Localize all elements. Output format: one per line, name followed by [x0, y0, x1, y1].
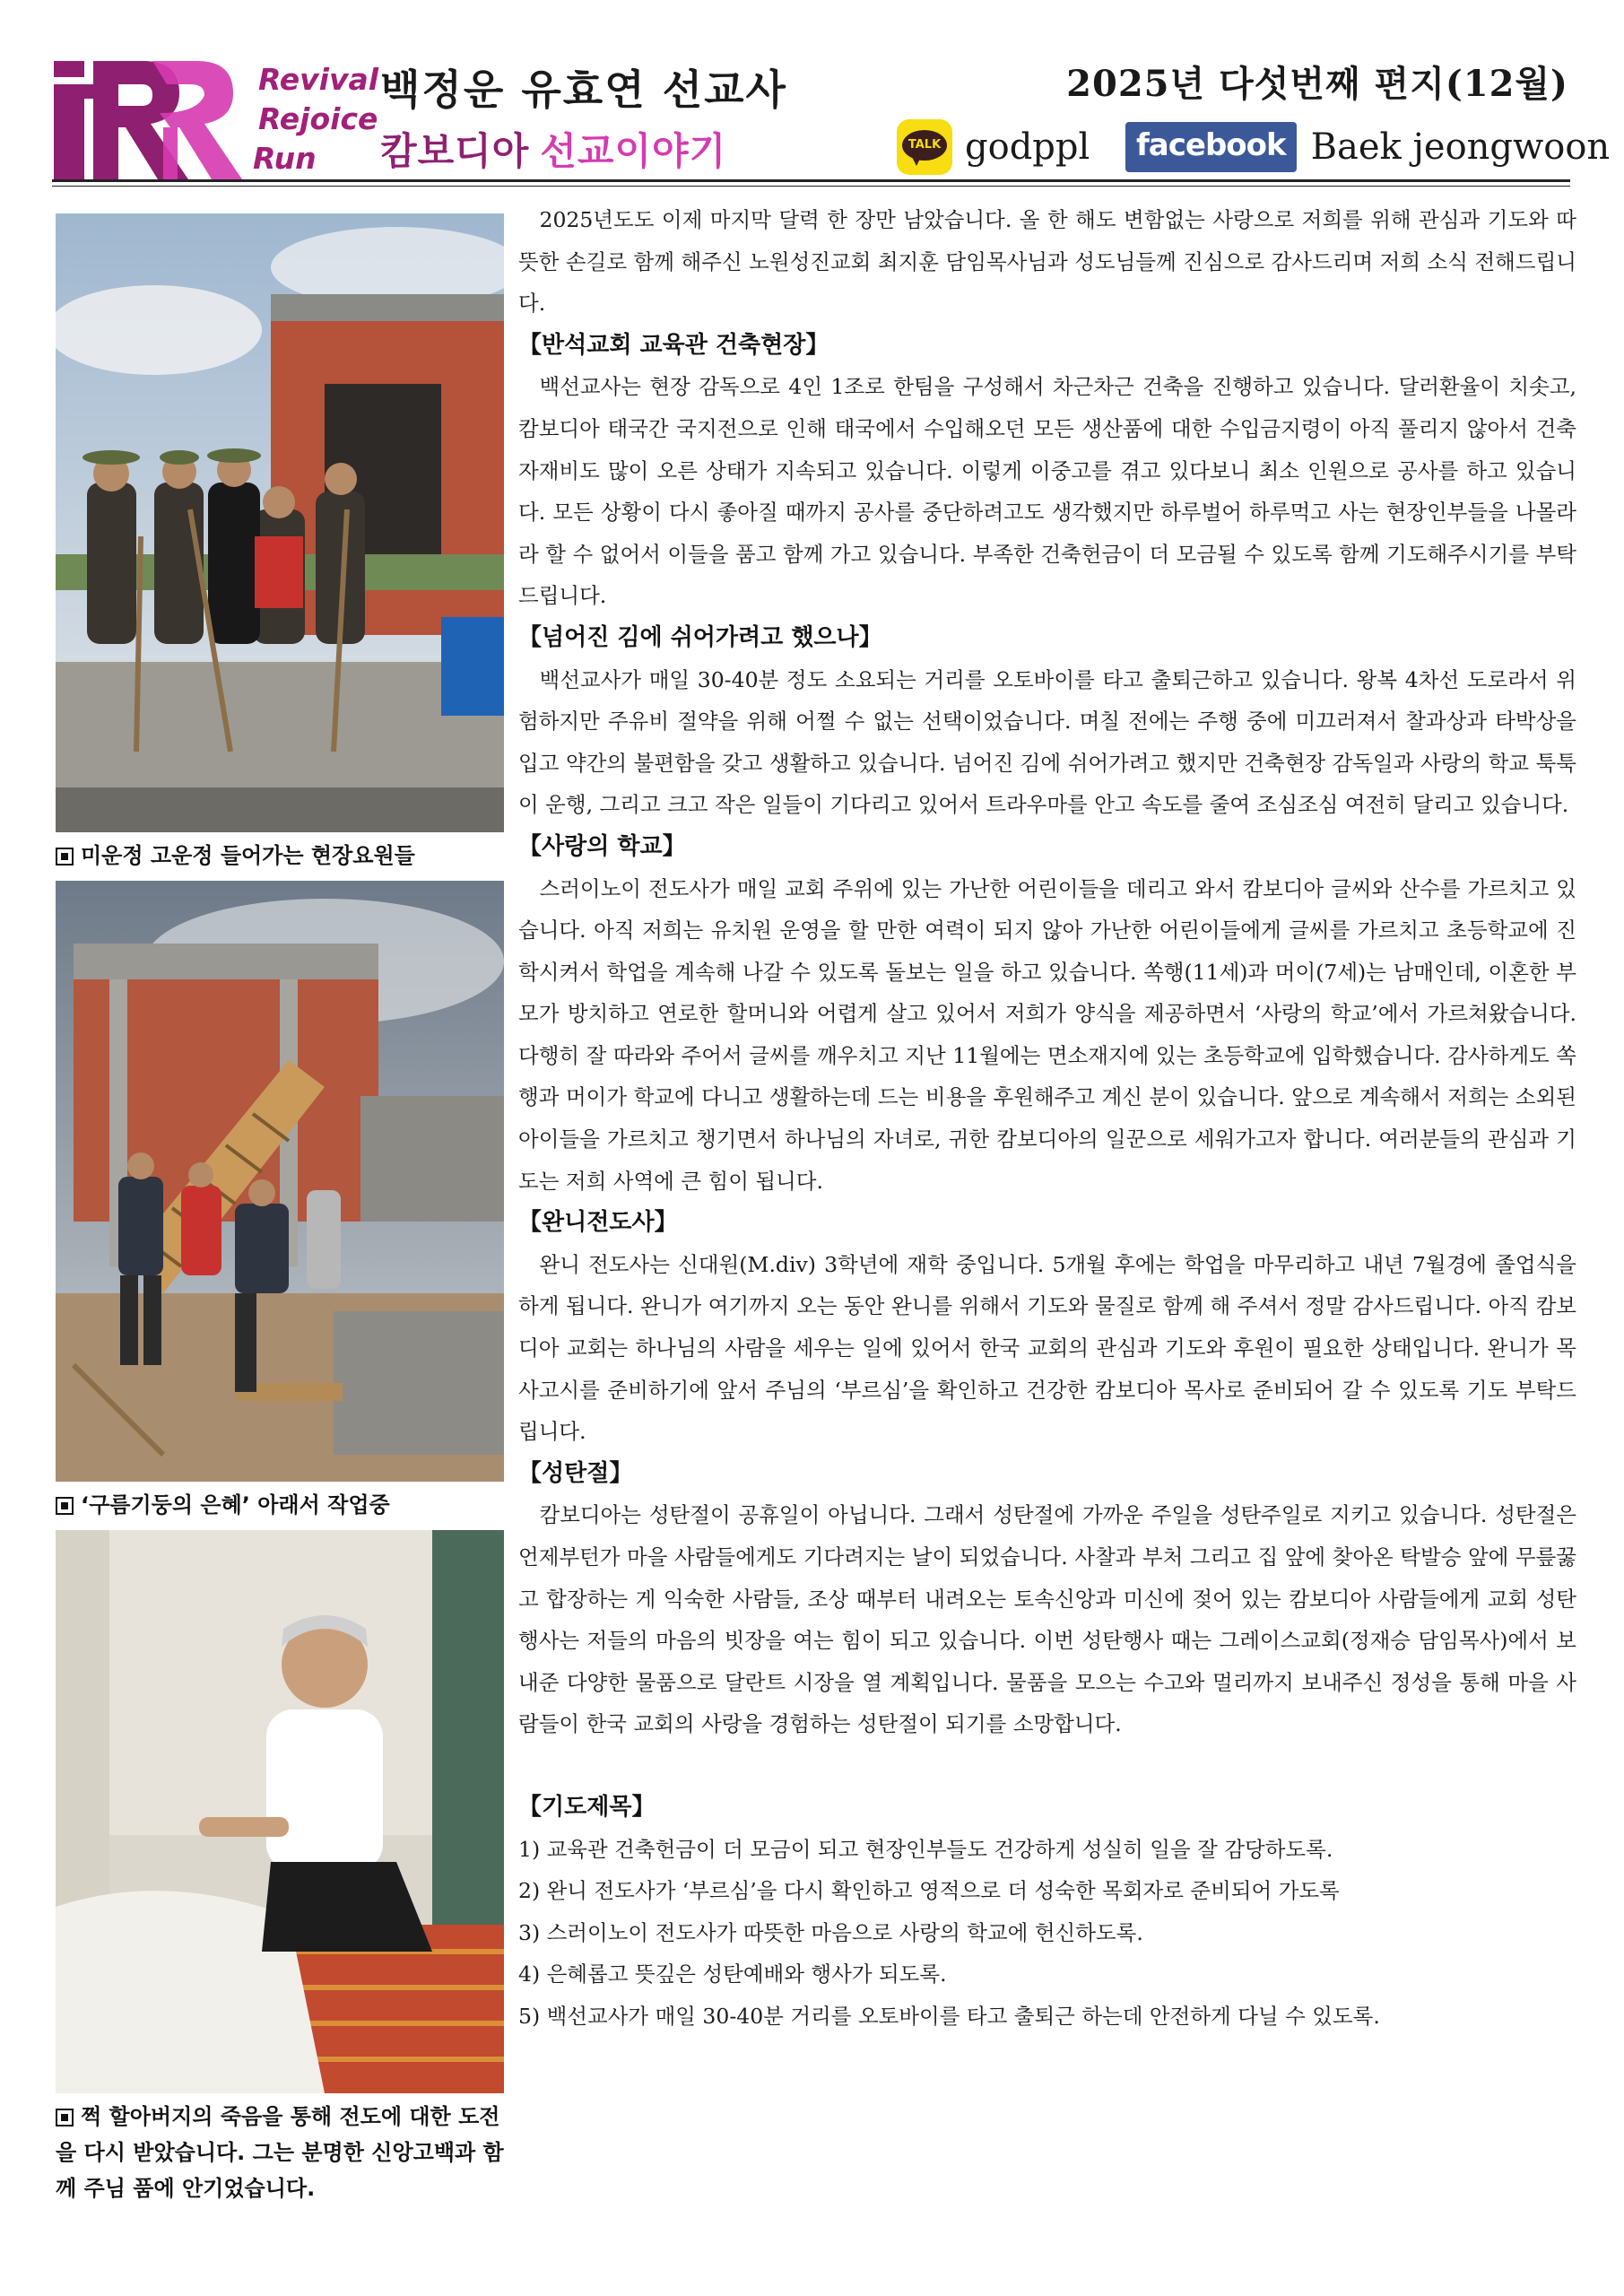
prayer-item: 1) 교육관 건축헌금이 더 모금이 되고 현장인부들도 건강하게 성실히 일을 잘 감당하도록. [518, 1836, 1333, 1862]
section-heading-motorbike: 【넘어진 김에 쉬어가려고 했으나】 [518, 623, 882, 651]
subtitle [380, 122, 726, 176]
section-body-construction: 백선교사는 현장 감독으로 4인 1조로 한팀을 구성해서 차근차근 건축을 진행하고 있습니다. 달러환율이 치솟고, 캄보디아 태국간 국지전으로 인해 태국에서 수입해오던 모든 생산품에 대한 수입금지령이 아직 풀리지 않아서 건축자재비도 많이 오른 상태가 지속되고 있습니다. 이렇게 이중고를 겪고 있다보니 최소 인원으로 공사를 하고 있습니다. 모든 상황이 다시 좋아질 때까지 공사를 중단하려고도 생각했지만 하루벌어 하루먹고 사는 현장인부들을 나몰라라 할 수 없어서 이들을 품고 함께 가고 있습니다. 부족한 건축헌금이 더 모금될 수 있도록 함께 기도해주시기를 부탁드립니다. [518, 374, 1576, 609]
section-heading-evangelist: 【완니전도사】 [518, 1209, 678, 1237]
missionary-names: 백정운 유효연 선교사 [380, 65, 787, 114]
facebook-contact [1125, 122, 1610, 172]
subtitle-story: 선교이야기 [540, 129, 727, 173]
facebook-icon: facebook [1125, 122, 1297, 172]
caption-bullet-icon [56, 1497, 74, 1515]
photo-caption-1: 미운정 고운정 들어가는 현장요원들 [56, 838, 513, 874]
section-heading-school: 【사랑의 학교】 [518, 832, 686, 860]
letter-body [518, 199, 1576, 2038]
caption-bullet-icon [56, 848, 74, 865]
logo-line-rejoice: Rejoice [258, 101, 378, 136]
prayer-heading: 【기도제목】 [518, 1793, 656, 1821]
logo-line-run: Run [253, 141, 317, 176]
kakao-id: godppl [965, 126, 1090, 168]
prayer-list [518, 1829, 1576, 2038]
prayer-item: 4) 은혜롭고 뜻깊은 성탄예배와 행사가 되도록. [518, 1961, 947, 1987]
section-body-christmas: 캄보디아는 성탄절이 공휴일이 아닙니다. 그래서 성탄절에 가까운 주일을 성탄주일로 지키고 있습니다. 성탄절은 언제부턴가 마을 사람들에게도 기다려지는 날이 되었습니다. 사찰과 부처 그리고 집 앞에 찾아온 탁발승 앞에 무릎꿇고 합장하는 게 익숙한 사람들, 조상 때부터 내려오는 토속신앙과 미신에 젖어 있는 캄보디아 사람들에게 교회 성탄행사는 저들의 마음의 빗장을 여는 힘이 되고 있습니다. 이번 성탄행사 때는 그레이스교회(정재승 담임목사)에서 보내준 다양한 물품으로 달란트 시장을 열 계획입니다. 물품을 모으는 수고와 멀리까지 보내주신 정성을 통해 마을 사람들이 한국 교회의 사랑을 경험하는 성탄절이 되기를 소망합니다. [518, 1502, 1576, 1737]
photo-caption-3: 쩍 할아버지의 죽음을 통해 전도에 대한 도전을 다시 받았습니다. 그는 분명한 신앙고백과 함께 주님 품에 안기었습니다. [56, 2104, 504, 2201]
prayer-item: 3) 스러이노이 전도사가 따뜻한 마음으로 사랑의 학교에 헌신하도록. [518, 1919, 1143, 1945]
intro-paragraph: 2025년도도 이제 마지막 달력 한 장만 남았습니다. 올 한 해도 변함없는 사랑으로 저희를 위해 관심과 기도와 따뜻한 손길로 함께 해주신 노원성진교회 최지훈 담임목사님과 성도님들께 진심으로 감사드리며 저희 소식 전해드립니다. [518, 207, 1576, 317]
header-divider-thin [52, 186, 1570, 187]
section-body-evangelist: 완니 전도사는 신대원(M.div) 3학년에 재학 중입니다. 5개월 후에는 학업을 마무리하고 내년 7월경에 졸업식을 하게 됩니다. 완니가 여기까지 오는 동안 완니를 위해서 기도와 물질로 함께 해 주셔서 정말 감사드립니다. 아직 캄보디아 교회는 하나님의 사람을 세우는 일에 있어서 한국 교회의 관심과 기도와 후원이 필요한 상태입니다. 완니가 목사고시를 준비하기에 앞서 주님의 ‘부르심’을 확인하고 건강한 캄보디아 목사로 준비되어 갈 수 있도록 기도 부탁드립니다. [518, 1251, 1576, 1445]
kakao-icon-label: TALK [902, 130, 947, 161]
header-divider-thick [52, 179, 1570, 182]
prayer-item: 2) 완니 전도사가 ‘부르심’을 다시 확인하고 영적으로 더 성숙한 목회자로 준비되어 가도록 [518, 1878, 1340, 1904]
kakao-contact [897, 122, 1090, 172]
facebook-name: Baek jeongwoon [1310, 126, 1611, 168]
photo-funeral-visit [56, 1530, 504, 2093]
photo-caption-2: ‘구름기둥의 은혜’ 아래서 작업중 [56, 1487, 513, 1523]
issue-number: 2025년 다섯번째 편지(12월) [1066, 63, 1568, 105]
section-heading-christmas: 【성탄절】 [518, 1459, 633, 1487]
prayer-item: 5) 백선교사가 매일 30-40분 거리를 오토바이를 타고 출퇴근 하는데 안전하게 다닐 수 있도록. [518, 2003, 1380, 2029]
subtitle-country: 캄보디아 [380, 129, 530, 173]
photo-construction-crew [56, 213, 504, 832]
section-body-motorbike: 백선교사가 매일 30-40분 정도 소요되는 거리를 오토바이를 타고 출퇴근하고 있습니다. 왕복 4차선 도로라서 위험하지만 주유비 절약을 위해 어쩔 수 없는 선택이었습니다. 며칠 전에는 주행 중에 미끄러져서 찰과상과 타박상을 입고 약간의 불편함을 갖고 생활하고 있습니다. 넘어진 김에 쉬어가려고 했지만 건축현장 감독일과 사랑의 학교 툭툭이 운행, 그리고 크고 작은 일들이 기다리고 있어서 트라우마를 안고 속도를 줄여 조심조심 여전히 달리고 있습니다. [518, 666, 1576, 818]
kakaotalk-icon [897, 119, 952, 175]
photo-stair-formwork [56, 881, 504, 1482]
ministry-logo [54, 59, 379, 185]
logo-line-revival: Revival [258, 62, 379, 97]
section-body-school: 스러이노이 전도사가 매일 교회 주위에 있는 가난한 어린이들을 데리고 와서 캄보디아 글씨와 산수를 가르치고 있습니다. 아직 저희는 유치원 운영을 할 만한 여력이 되지 않아 가난한 어린이들에게 글씨를 가르치고 초등학교에 진학시켜서 학업을 계속해 나갈 수 있도록 돌보는 일을 하고 있습니다. 쏙행(11세)과 머이(7세)는 남매인데, 이혼한 부모가 방치하고 연로한 할머니와 어렵게 살고 있어서 저희가 양식을 제공하면서 ‘사랑의 학교’에서 가르쳐왔습니다. 다행히 잘 따라와 주어서 글씨를 깨우치고 지난 11월에는 면소재지에 있는 초등학교에 입학했습니다. 감사하게도 쏙행과 머이가 학교에 다니고 생활하는데 드는 비용을 후원해주고 계신 분이 있습니다. 앞으로 계속해서 저희는 소외된 아이들을 가르치고 챙기면서 하나님의 자녀로, 귀한 캄보디아의 일꾼으로 세워가고자 합니다. 여러분들의 관심과 기도는 저희 사역에 큰 힘이 됩니다. [518, 875, 1576, 1194]
caption-bullet-icon [56, 2109, 74, 2126]
section-heading-construction: 【반석교회 교육관 건축현장】 [518, 331, 829, 359]
